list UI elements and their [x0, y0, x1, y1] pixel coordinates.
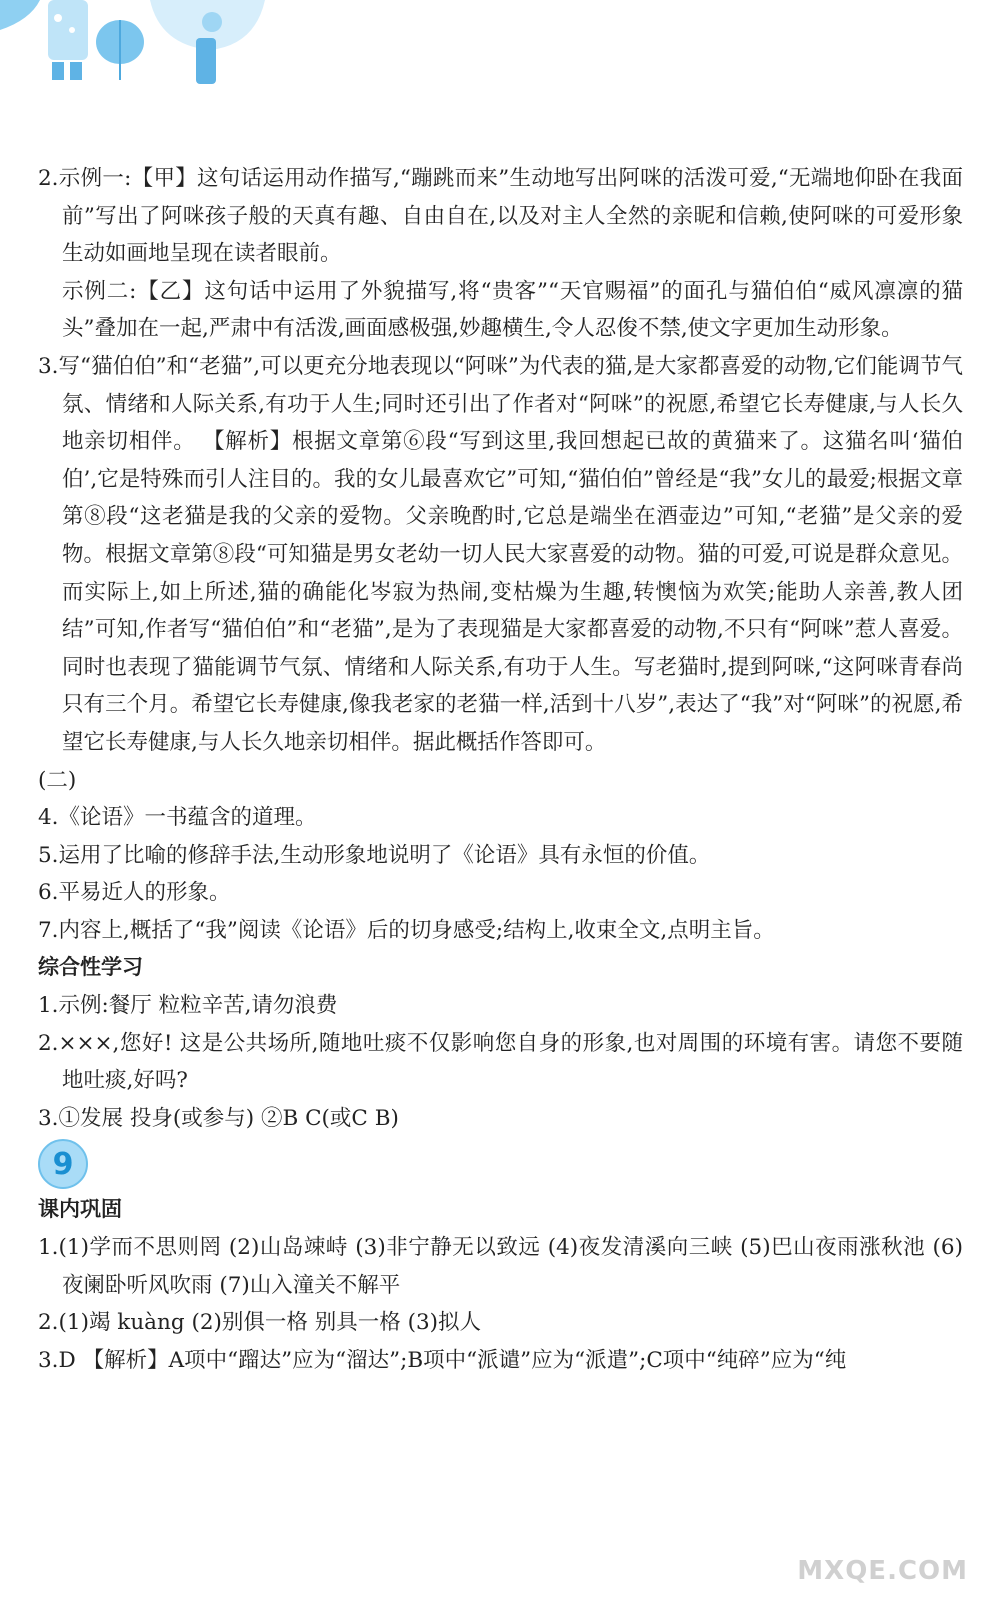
section-one-answers	[38, 160, 963, 949]
answer-paragraph-z1: 1.示例:餐厅 粒粒辛苦,请勿浪费	[38, 993, 338, 1019]
answer-paragraph-z2: 2.×××,您好! 这是公共场所,随地吐痰不仅影响您自身的形象,也对周围的环境有害。请您不要随地吐痰,好吗?	[38, 1030, 963, 1094]
answer-paragraph-k2: 2.(1)竭 kuàng (2)别俱一格 别具一格 (3)拟人	[38, 1310, 482, 1336]
answer-paragraph-sec2: (二)	[38, 767, 77, 793]
answer-paragraph-q2b: 示例二:【乙】这句话中运用了外貌描写,将“贵客”“天官赐福”的面孔与猫伯伯“威风凛凛的猫头”叠加在一起,严肃中有活泼,画面感极强,妙趣横生,令人忍俊不禁,使文字更加生动形象。	[62, 278, 963, 342]
answer-paragraph-q4: 4.《论语》一书蕴含的道理。	[38, 805, 317, 831]
answer-paragraph-q7: 7.内容上,概括了“我”阅读《论语》后的切身感受;结构上,收束全文,点明主旨。	[38, 917, 775, 943]
answer-paragraph-k1: 1.(1)学而不思则罔 (2)山岛竦峙 (3)非宁静无以致远 (4)夜发清溪向三峡 (5)巴山夜雨涨秋池 (6)夜阑卧听风吹雨 (7)山入潼关不解平	[38, 1235, 963, 1298]
answer-paragraph-z3: 3.①发展 投身(或参与) ②B C(或C B)	[38, 1105, 399, 1131]
lesson-badge-row	[38, 1137, 963, 1191]
in-class-answers	[38, 1229, 963, 1379]
section-heading-comprehensive-study: 综合性学习	[38, 955, 143, 980]
answer-paragraph-q3: 3.写“猫伯伯”和“老猫”,可以更充分地表现以“阿咪”为代表的猫,是大家都喜爱的动物,它们能调节气氛、情绪和人际关系,有功于人生;同时还引出了作者对“阿咪”的祝愿,希望它长寿健康,与人长久地亲切相伴。 【解析】根据文章第⑥段“写到这里,我回想起已故的黄猫来了。这猫名叫‘猫伯伯’,它是特殊而引人注目的。我的女儿最喜欢它”可知,“猫伯伯”曾经是“我”女儿的最爱;根据文章第⑧段“这老猫是我的父亲的爱物。父亲晚酌时,它总是端坐在酒壶边”可知,“老猫”是父亲的爱物。根据文章第⑧段“可知猫是男女老幼一切人民大家喜爱的动物。猫的可爱,可说是群众意见。而实际上,如上所述,猫的确能化岑寂为热闹,变枯燥为生趣,转懊恼为欢笑;能助人亲善,教人团结”可知,作者写“猫伯伯”和“老猫”,是为了表现猫是大家都喜爱的动物,不只有“阿咪”惹人喜爱。同时也表现了猫能调节气氛、情绪和人际关系,有功于人生。写老猫时,提到阿咪,“这阿咪青春尚只有三个月。希望它长寿健康,像我老家的老猫一样,活到十八岁”,表达了“我”对“阿咪”的祝愿,希望它长寿健康,与人长久地亲切相伴。据此概括作答即可。	[38, 353, 963, 755]
lesson-number-badge: 9	[38, 1139, 88, 1189]
answer-paragraph-k3: 3.D 【解析】A项中“蹓达”应为“溜达”;B项中“派谴”应为“派遣”;C项中“纯碎”应为“纯	[38, 1347, 847, 1373]
comprehensive-study-answers	[38, 987, 963, 1137]
header-decoration	[0, 0, 280, 100]
answer-paragraph-q2a: 2.示例一:【甲】这句话运用动作描写,“蹦跳而来”生动地写出阿咪的活泼可爱,“无端地仰卧在我面前”写出了阿咪孩子般的天真有趣、自由自在,以及对主人全然的亲昵和信赖,使阿咪的可爱形象生动如画地呈现在读者眼前。	[38, 166, 963, 267]
answer-paragraph-q6: 6.平易近人的形象。	[38, 880, 231, 906]
section-heading-in-class: 课内巩固	[38, 1197, 122, 1222]
answer-paragraph-q5: 5.运用了比喻的修辞手法,生动形象地说明了《论语》具有永恒的价值。	[38, 842, 711, 868]
answer-content	[38, 160, 963, 1379]
watermark: MXQE.COM	[797, 1556, 968, 1586]
